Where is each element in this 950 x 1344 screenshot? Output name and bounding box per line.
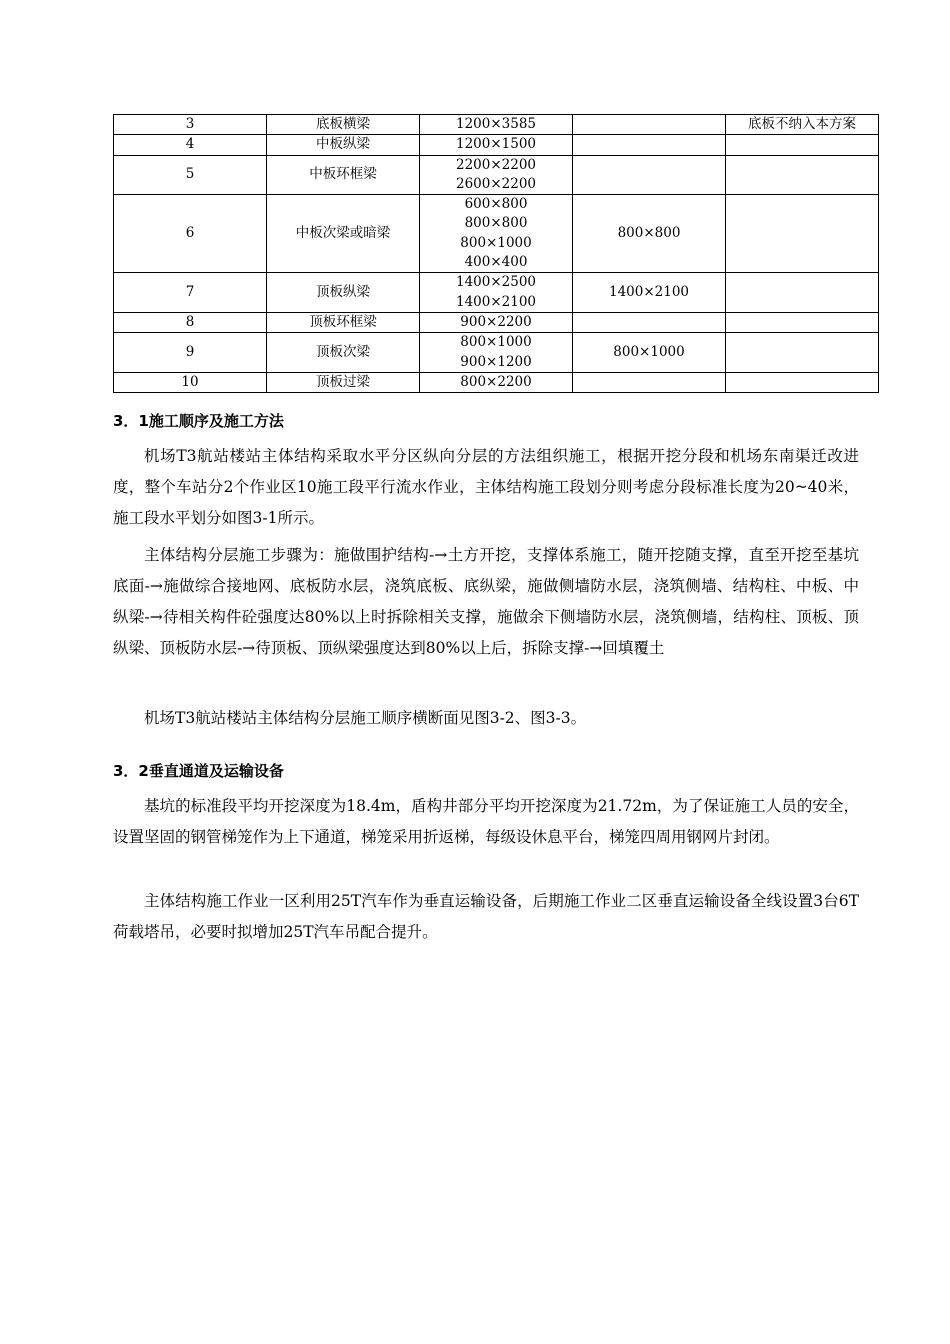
row-note — [726, 333, 879, 373]
row-number: 5 — [114, 155, 267, 195]
beam-name: 顶板纵梁 — [267, 273, 420, 313]
size-value: 800×1000 — [460, 234, 532, 251]
body-paragraph: 主体结构施工作业一区利用25T汽车作为垂直运输设备，后期施工作业二区垂直运输设备全线设置3台6T荷载塔吊，必要时拟增加25T汽车吊配合提升。 — [113, 892, 859, 941]
size-value: 1400×2500 — [455, 274, 537, 291]
beam-name: 顶板环框梁 — [267, 312, 420, 332]
row-note — [726, 155, 879, 195]
size-value: 900×1200 — [460, 353, 532, 370]
size-value: 1200×3585 — [455, 116, 537, 132]
row-number: 8 — [114, 312, 267, 332]
section-heading: 3．1施工顺序及施工方法 — [113, 412, 284, 430]
row-note — [726, 195, 879, 273]
size-value: 900×2200 — [460, 313, 532, 330]
row-number: 9 — [114, 333, 267, 373]
table-row — [114, 372, 879, 392]
row-note — [726, 273, 879, 313]
beam-name: 顶板过梁 — [267, 372, 420, 392]
beam-name: 中板次梁或暗梁 — [267, 195, 420, 273]
table-row — [114, 155, 879, 195]
row-number: 3 — [114, 115, 267, 135]
beam-name: 中板纵梁 — [267, 135, 420, 155]
row-note — [726, 135, 879, 155]
size-value: 800×1000 — [460, 334, 532, 351]
body-paragraph: 机场T3航站楼站主体结构采取水平分区纵向分层的方法组织施工，根据开挖分段和机场东南渠迁改进度，整个车站分2个作业区10施工段平行流水作业，主体结构施工段划分则考虑分段标准长度为20~40米，施工段水平划分如图3-1所示。 — [113, 447, 859, 527]
beam-name: 顶板次梁 — [267, 333, 420, 373]
size-value: 800×2200 — [460, 373, 532, 390]
size-value: 2600×2200 — [455, 175, 537, 192]
body-paragraph: 机场T3航站楼站主体结构分层施工顺序横断面见图3-2、图3-3。 — [144, 709, 587, 727]
typical-size — [573, 115, 726, 135]
typical-size — [573, 155, 726, 195]
row-note — [726, 372, 879, 392]
beam-sizes — [420, 115, 573, 135]
beam-sizes — [420, 135, 573, 155]
size-value: 1200×1500 — [455, 136, 537, 153]
table-row — [114, 135, 879, 155]
table-row — [114, 312, 879, 332]
typical-size — [573, 135, 726, 155]
size-value: 2200×2200 — [455, 156, 537, 173]
beam-sizes — [420, 273, 573, 313]
typical-size: 800×1000 — [573, 333, 726, 373]
beam-sizes — [420, 312, 573, 332]
size-value: 400×400 — [464, 254, 528, 271]
beam-size-table — [113, 114, 879, 393]
table-row — [114, 115, 879, 135]
beam-sizes — [420, 195, 573, 273]
body-paragraph: 主体结构分层施工步骤为：施做围护结构-→土方开挖，支撑体系施工，随开挖随支撑，直至开挖至基坑底面-→施做综合接地网、底板防水层，浇筑底板、底纵梁，施做侧墙防水层，浇筑侧墙、结构柱、中板、中纵梁-→待相关构件砼强度达80%以上时拆除相关支撑，施做余下侧墙防水层，浇筑侧墙，结构柱、顶板、顶纵梁、顶板防水层-→待顶板、顶纵梁强度达到80%以上后，拆除支撑-→回填覆土 — [113, 546, 859, 657]
size-value: 800×800 — [464, 215, 528, 232]
beam-name: 中板环框梁 — [267, 155, 420, 195]
body-paragraph: 基坑的标准段平均开挖深度为18.4m，盾构井部分平均开挖深度为21.72m，为了保证施工人员的安全，设置坚固的钢管梯笼作为上下通道，梯笼采用折返梯，每级设休息平台，梯笼四周用钢网片封闭。 — [113, 797, 859, 846]
table-row — [114, 195, 879, 273]
size-value: 1400×2100 — [455, 293, 537, 310]
table-row — [114, 273, 879, 313]
row-number: 6 — [114, 195, 267, 273]
size-value: 600×800 — [464, 196, 528, 213]
beam-sizes — [420, 333, 573, 373]
beam-sizes — [420, 155, 573, 195]
row-note — [726, 312, 879, 332]
row-number: 10 — [114, 372, 267, 392]
section-heading: 3．2垂直通道及运输设备 — [113, 762, 284, 780]
row-number: 4 — [114, 135, 267, 155]
table-row — [114, 333, 879, 373]
typical-size: 1400×2100 — [573, 273, 726, 313]
beam-name: 底板横梁 — [267, 115, 420, 135]
beam-sizes — [420, 372, 573, 392]
row-note: 底板不纳入本方案 — [726, 115, 879, 135]
typical-size — [573, 372, 726, 392]
typical-size: 800×800 — [573, 195, 726, 273]
typical-size — [573, 312, 726, 332]
row-number: 7 — [114, 273, 267, 313]
